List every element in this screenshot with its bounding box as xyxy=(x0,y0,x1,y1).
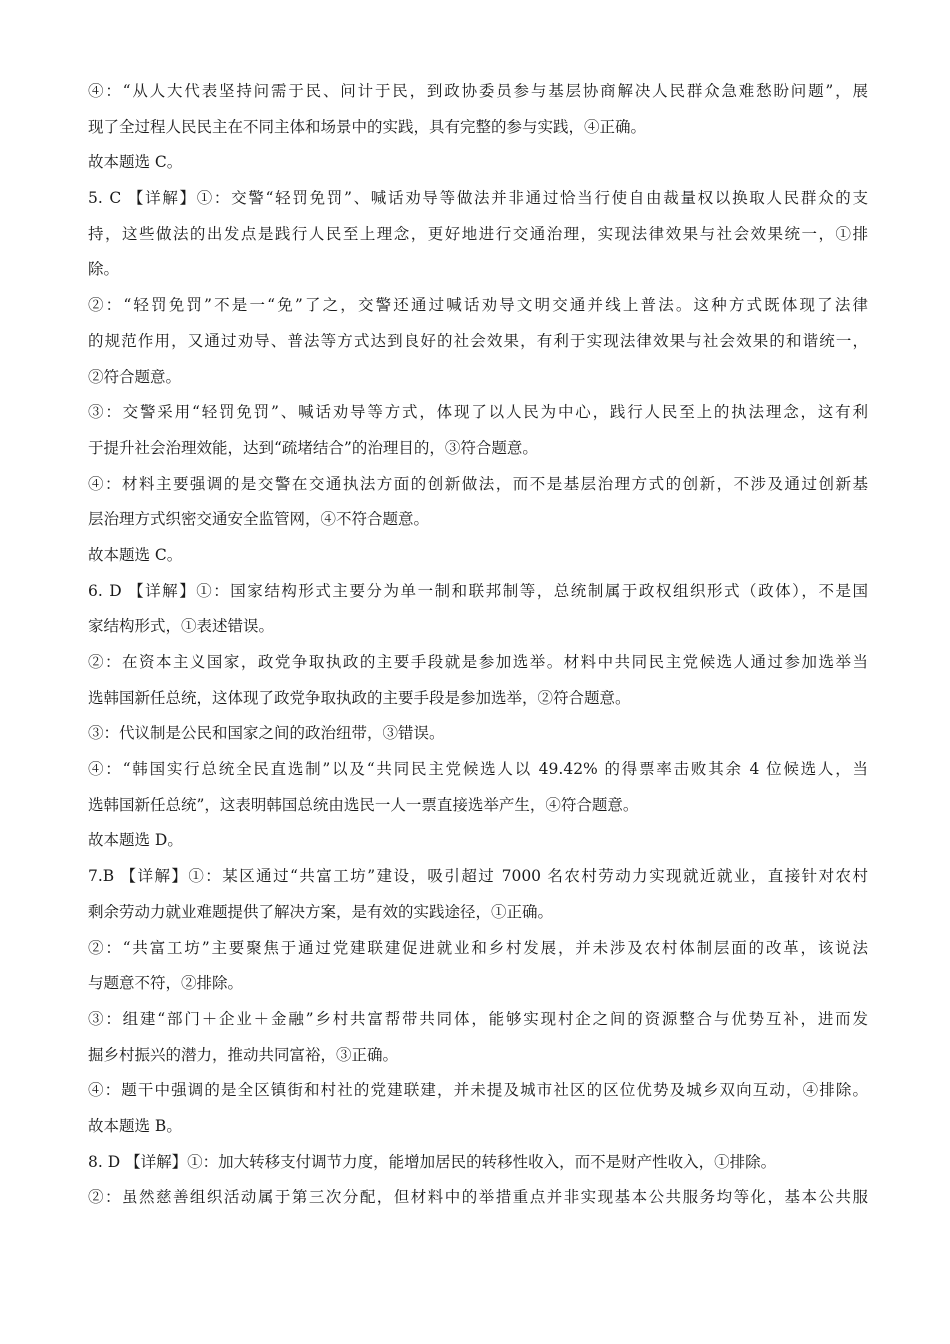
text-line: 剩余劳动力就业难题提供了解决方案，是有效的实践途径，①正确。 xyxy=(88,902,554,921)
answer-line: 故本题选 C。 xyxy=(88,545,183,564)
text-line: ③：代议制是公民和国家之间的政治纽带，③错误。 xyxy=(88,724,445,743)
question-heading-line: 5. C 【详解】①：交警“轻罚免罚”、喊话劝导等做法并非通过恰当行使自由裁量权以换取人民群众的支 xyxy=(88,189,868,208)
text-line: 与题意不符，②排除。 xyxy=(88,974,244,993)
text-line: ④：材料主要强调的是交警在交通执法方面的创新做法，而不是基层治理方式的创新，不涉及通过创新基 xyxy=(88,474,868,493)
text-line: ④：“韩国实行总统全民直选制”以及“共同民主党候选人以 49.42% 的得票率击败其余 4 位候选人，当 xyxy=(88,760,868,779)
question-heading-line: 8. D 【详解】①：加大转移支付调节力度，能增加居民的转移性收入，而不是财产性收入，①排除。 xyxy=(88,1152,777,1171)
text-line: 家结构形式，①表述错误。 xyxy=(88,617,275,636)
text-line: ②：“共富工坊”主要聚焦于通过党建联建促进就业和乡村发展，并未涉及农村体制层面的改革，该说法 xyxy=(88,938,868,957)
answer-line: 故本题选 D。 xyxy=(88,831,183,850)
text-line: 的规范作用，又通过劝导、普法等方式达到良好的社会效果，有利于实现法律效果与社会效果的和谐统一， xyxy=(88,331,868,350)
text-line: 选韩国新任总统，这体现了政党争取执政的主要手段是参加选举，②符合题意。 xyxy=(88,688,631,707)
text-line: 持，这些做法的出发点是践行人民至上理念，更好地进行交通治理，实现法律效果与社会效果统一，①排 xyxy=(88,224,868,243)
text-line: 现了全过程人民民主在不同主体和场景中的实践，具有完整的参与实践，④正确。 xyxy=(88,117,647,136)
answer-line: 故本题选 B。 xyxy=(88,1116,182,1135)
answer-line: 故本题选 C。 xyxy=(88,153,183,172)
text-line: 选韩国新任总统”，这表明韩国总统由选民一人一票直接选举产生，④符合题意。 xyxy=(88,795,639,814)
text-line: 除。 xyxy=(88,260,120,279)
text-line: 层治理方式织密交通安全监管网，④不符合题意。 xyxy=(88,510,430,529)
question-heading-line: 6. D 【详解】①：国家结构形式主要分为单一制和联邦制等，总统制属于政权组织形式（政体），不是国 xyxy=(88,581,868,600)
text-line: 掘乡村振兴的潜力，推动共同富裕，③正确。 xyxy=(88,1045,399,1064)
document-page xyxy=(88,74,868,1216)
text-line: ②：在资本主义国家，政党争取执政的主要手段就是参加选举。材料中共同民主党候选人通过参加选举当 xyxy=(88,653,868,671)
text-line: ③：交警采用“轻罚免罚”、喊话劝导等方式，体现了以人民为中心，践行人民至上的执法理念，这有利 xyxy=(88,403,868,422)
text-line: ②：“轻罚免罚”不是一“免”了之，交警还通过喊话劝导文明交通并线上普法。这种方式既体现了法律 xyxy=(88,296,868,315)
text-line: ②：虽然慈善组织活动属于第三次分配，但材料中的举措重点并非实现基本公共服务均等化，基本公共服 xyxy=(88,1188,868,1207)
text-line: ④：题干中强调的是全区镇街和村社的党建联建，并未提及城市社区的区位优势及城乡双向互动，④排除。 xyxy=(88,1081,868,1100)
text-line: ④：“从人大代表坚持问需于民、问计于民，到政协委员参与基层协商解决人民群众急难愁盼问题”，展 xyxy=(88,82,868,100)
text-line: ③：组建“部门＋企业＋金融”乡村共富帮带共同体，能够实现村企之间的资源整合与优势互补，进而发 xyxy=(88,1009,868,1028)
text-line: 于提升社会治理效能，达到“疏堵结合”的治理目的，③符合题意。 xyxy=(88,438,538,457)
text-line: ②符合题意。 xyxy=(88,367,182,386)
question-heading-line: 7.B 【详解】①：某区通过“共富工坊”建设，吸引超过 7000 名农村劳动力实现就近就业，直接针对农村 xyxy=(88,867,868,886)
